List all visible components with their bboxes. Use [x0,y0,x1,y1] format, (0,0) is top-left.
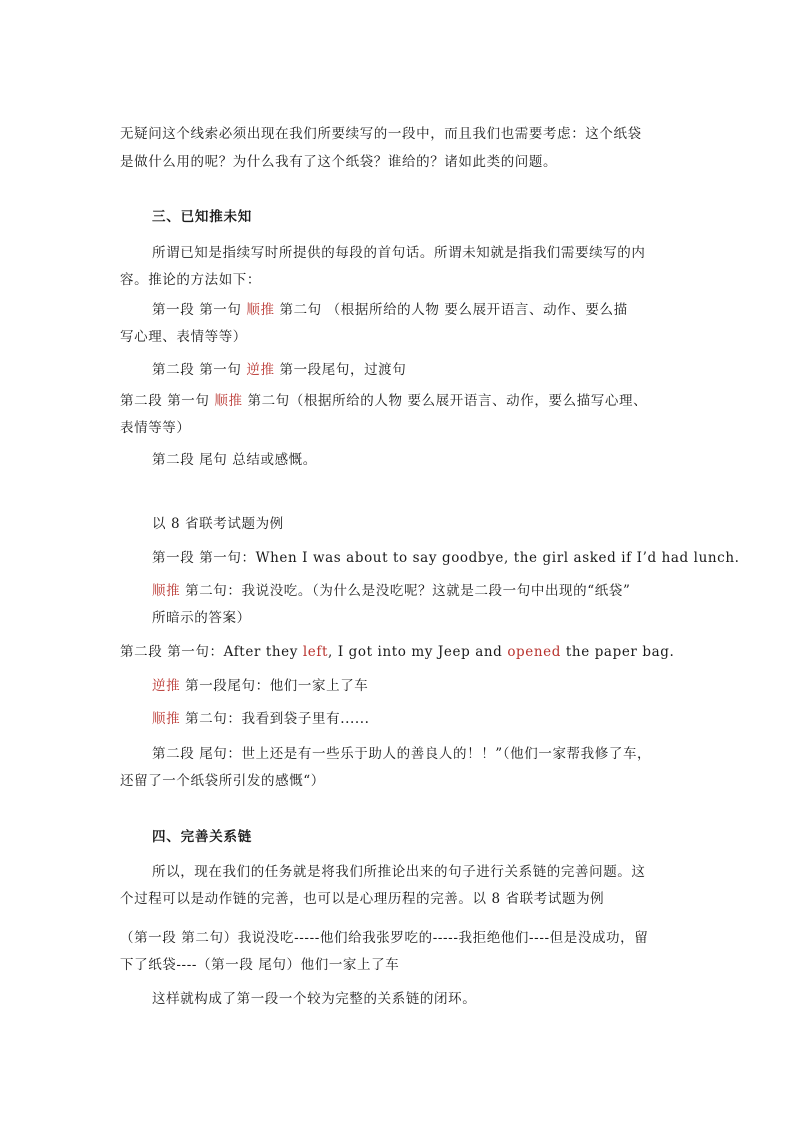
section-heading-4: 四、完善关系链 [152,829,253,845]
keyword-left: left [302,644,329,660]
paragraph-line: 是做什么用的呢？为什么我有了这个纸袋？谁给的？诸如此类的问题。 [120,154,558,170]
example-line-6: 第二段 尾句：世上还是有一些乐于助人的善良人的！！”（他们一家帮我修了车， [152,746,652,762]
paragraph-line: 容。推论的方法如下： [120,272,261,288]
keyword-shuntui: 顺推 [246,302,275,318]
example-line-2-cont: 所暗示的答案） [152,610,251,626]
paragraph-line: 所以，现在我们的任务就是将我们所推论出来的句子进行关系链的完善问题。这 [152,864,646,880]
keyword-opened: opened [507,644,561,660]
rule-line-1-cont: 写心理、表情等等） [120,329,247,345]
rule-line-3-cont: 表情等等） [120,420,191,436]
keyword-shuntui: 顺推 [152,583,181,599]
paragraph-line: 所谓已知是指续写时所提供的每段的首句话。所谓未知就是指我们需要续写的内 [152,245,646,261]
section-heading-3: 三、已知推未知 [152,209,253,225]
keyword-nitui: 逆推 [246,362,275,378]
rule-line-1: 第一段 第一句 顺推 第二句 （根据所给的人物 要么展开语言、动作、要么描 [152,302,628,318]
rule-line-3: 第二段 第一句 顺推 第二句（根据所给的人物 要么展开语言、动作，要么描写心理、 [120,393,648,409]
paragraph-line: （第一段 第二句）我说没吃-----他们给我张罗吃的-----我拒绝他们----但是没成功，留 [120,930,649,946]
paragraph-line: 下了纸袋----（第一段 尾句）他们一家上了车 [120,957,400,973]
keyword-nitui: 逆推 [152,678,181,694]
example-line-1: 第一段 第一句：When I was about to say goodbye, the girl asked if I’d had lunch. [152,550,740,566]
paragraph-line: 无疑问这个线索必须出现在我们所要续写的一段中，而且我们也需要考虑：这个纸袋 [120,126,642,142]
example-line-3: 第二段 第一句：After they left, I got into my Jeep and opened the paper bag. [120,644,675,660]
paragraph-line: 个过程可以是动作链的完善，也可以是心理历程的完善。以 8 省联考试题为例 [120,891,605,907]
example-line-4: 逆推 第一段尾句：他们一家上了车 [152,678,369,694]
keyword-shuntui: 顺推 [214,393,243,409]
example-line-2: 顺推 第二句：我说没吃。（为什么是没吃呢？这就是二段一句中出现的“纸袋” [152,583,631,599]
rule-line-4: 第二段 尾句 总结或感慨。 [152,452,317,468]
example-title: 以 8 省联考试题为例 [152,516,284,532]
paragraph-line: 这样就构成了第一段一个较为完整的关系链的闭环。 [152,991,477,1007]
keyword-shuntui: 顺推 [152,711,181,727]
rule-line-2: 第二段 第一句 逆推 第一段尾句，过渡句 [152,362,407,378]
example-line-5: 顺推 第二句：我看到袋子里有...... [152,711,370,727]
example-line-6-cont: 还留了一个纸袋所引发的感慨“） [120,773,325,789]
